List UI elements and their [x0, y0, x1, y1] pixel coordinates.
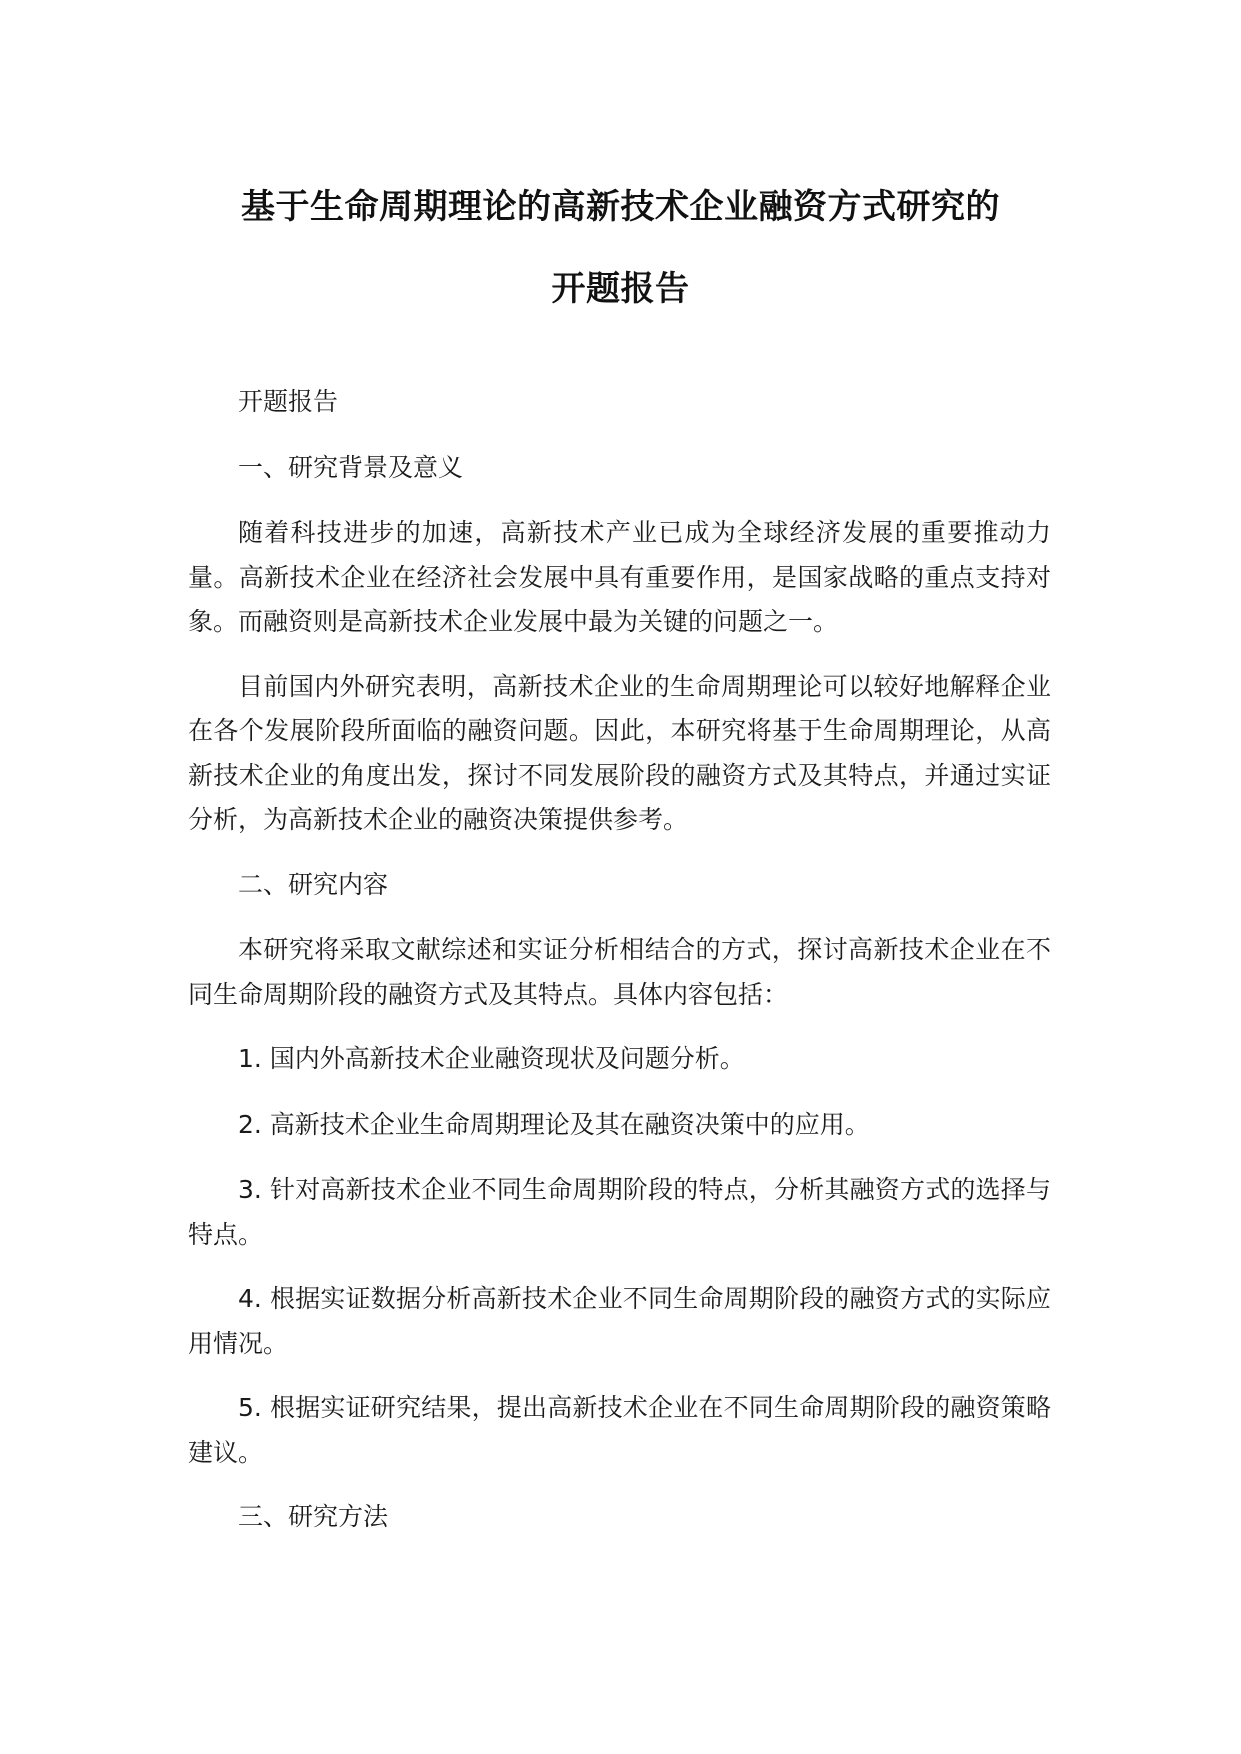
document-body — [188, 380, 1051, 1561]
list-item-5: 5. 根据实证研究结果，提出高新技术企业在不同生命周期阶段的融资策略建议。 — [188, 1393, 1051, 1467]
list-item-2: 2. 高新技术企业生命周期理论及其在融资决策中的应用。 — [238, 1109, 870, 1139]
list-item-1: 1. 国内外高新技术企业融资现状及问题分析。 — [238, 1044, 745, 1073]
list-item-4: 4. 根据实证数据分析高新技术企业不同生命周期阶段的融资方式的实际应用情况。 — [188, 1284, 1051, 1358]
paragraph-report-label: 开题报告 — [238, 387, 339, 416]
list-item-3: 3. 针对高新技术企业不同生命周期阶段的特点，分析其融资方式的选择与特点。 — [188, 1175, 1051, 1249]
paragraph-content-intro: 本研究将采取文献综述和实证分析相结合的方式，探讨高新技术企业在不同生命周期阶段的融资方式及其特点。具体内容包括： — [188, 935, 1051, 1009]
document-title-line-1: 基于生命周期理论的高新技术企业融资方式研究的 — [241, 187, 1000, 227]
paragraph-background-1: 随着科技进步的加速，高新技术产业已成为全球经济发展的重要推动力量。高新技术企业在经济社会发展中具有重要作用，是国家战略的重点支持对象。而融资则是高新技术企业发展中最为关键的问题之一。 — [188, 518, 1051, 636]
section-heading-method: 三、研究方法 — [238, 1502, 389, 1531]
paragraph-background-2: 目前国内外研究表明，高新技术企业的生命周期理论可以较好地解释企业在各个发展阶段所面临的融资问题。因此，本研究将基于生命周期理论，从高新技术企业的角度出发，探讨不同发展阶段的融资方式及其特点，并通过实证分析，为高新技术企业的融资决策提供参考。 — [188, 671, 1051, 834]
section-heading-background: 一、研究背景及意义 — [238, 452, 464, 482]
title-block — [150, 166, 1091, 330]
document-title-line-2: 开题报告 — [551, 269, 690, 309]
section-heading-content: 二、研究内容 — [238, 869, 389, 899]
